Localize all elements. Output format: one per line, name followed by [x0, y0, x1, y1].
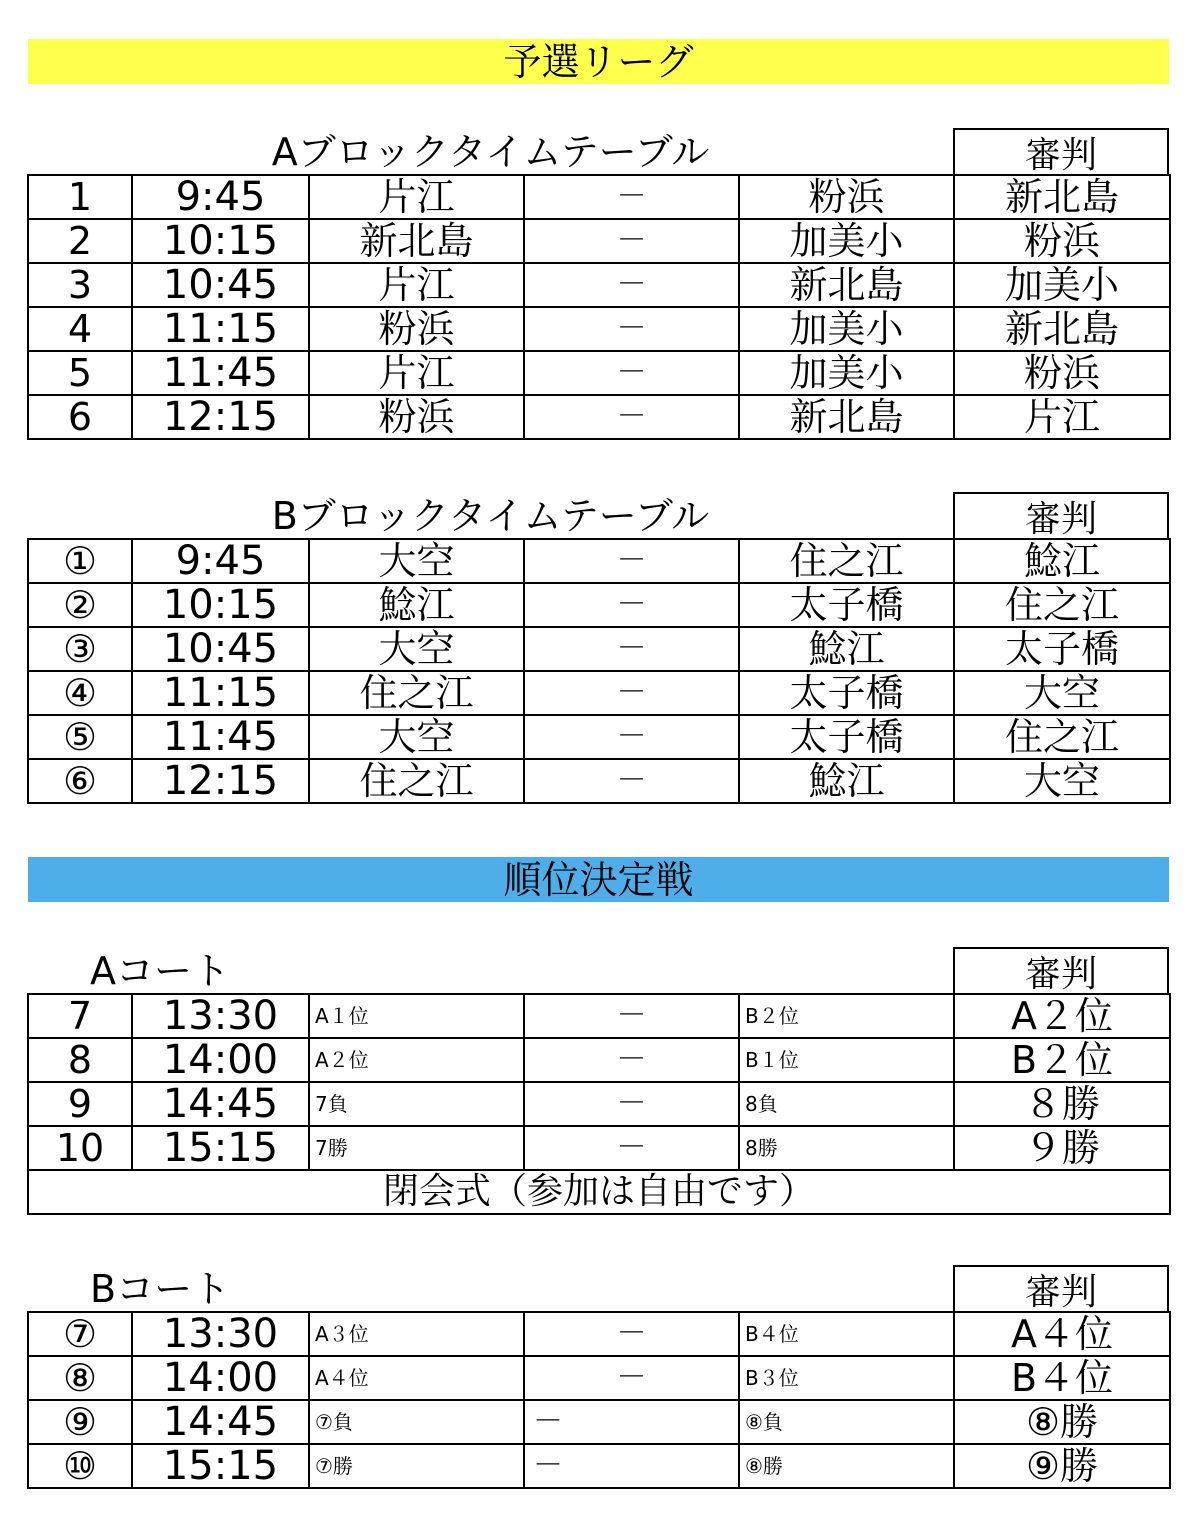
away-team: 鯰江 — [739, 759, 954, 803]
home-team: ⑦勝 — [309, 1444, 524, 1488]
home-team: 片江 — [309, 263, 524, 307]
home-team: 7勝 — [309, 1126, 524, 1170]
away-team: 新北島 — [739, 263, 954, 307]
home-team: 大空 — [309, 539, 524, 583]
match-row — [28, 1400, 1170, 1444]
home-team: 粉浜 — [309, 307, 524, 351]
away-team: 加美小 — [739, 307, 954, 351]
block-b-title: Bブロックタイムテーブル — [271, 494, 710, 538]
versus-separator: － — [524, 175, 739, 219]
match-time: 15:15 — [132, 1444, 309, 1488]
away-team: 太子橋 — [739, 583, 954, 627]
closing-ceremony-row — [28, 1170, 1170, 1214]
match-row — [28, 539, 1170, 583]
versus-separator: － — [524, 539, 739, 583]
referee: 加美小 — [954, 263, 1170, 307]
match-row — [28, 307, 1170, 351]
qualifying-league-banner — [28, 39, 1169, 84]
match-number: 10 — [28, 1126, 132, 1170]
referee: 新北島 — [954, 307, 1170, 351]
match-row — [28, 1082, 1170, 1126]
court-b-referee-header: 審判 — [953, 1265, 1169, 1311]
ranking-matches-title: 順位決定戦 — [503, 857, 694, 902]
match-number: 8 — [28, 1038, 132, 1082]
away-team: 加美小 — [739, 219, 954, 263]
referee: 新北島 — [954, 175, 1170, 219]
referee: 大空 — [954, 759, 1170, 803]
match-row — [28, 627, 1170, 671]
match-row — [28, 1444, 1170, 1488]
versus-separator: － — [524, 1400, 739, 1444]
versus-separator: － — [524, 1082, 739, 1126]
home-team: 鯰江 — [309, 583, 524, 627]
match-number: ② — [28, 583, 132, 627]
away-team: 粉浜 — [739, 175, 954, 219]
home-team: A３位 — [309, 1312, 524, 1356]
match-number: ⑨ — [28, 1400, 132, 1444]
referee: ９勝 — [954, 1126, 1170, 1170]
match-row — [28, 671, 1170, 715]
away-team: B３位 — [739, 1356, 954, 1400]
away-team: 住之江 — [739, 539, 954, 583]
match-number: 3 — [28, 263, 132, 307]
match-time: 11:45 — [132, 715, 309, 759]
match-row — [28, 263, 1170, 307]
away-team: B４位 — [739, 1312, 954, 1356]
match-number: 6 — [28, 395, 132, 439]
match-number: ⑦ — [28, 1312, 132, 1356]
match-time: 14:00 — [132, 1038, 309, 1082]
match-time: 13:30 — [132, 994, 309, 1038]
match-row — [28, 759, 1170, 803]
match-time: 15:15 — [132, 1126, 309, 1170]
match-number: ⑧ — [28, 1356, 132, 1400]
away-team: 加美小 — [739, 351, 954, 395]
referee: 大空 — [954, 671, 1170, 715]
home-team: 住之江 — [309, 759, 524, 803]
block-a-timetable — [27, 174, 1171, 440]
block-a-title: Aブロックタイムテーブル — [271, 130, 710, 174]
match-time: 14:00 — [132, 1356, 309, 1400]
match-row — [28, 1312, 1170, 1356]
referee: 住之江 — [954, 583, 1170, 627]
home-team: 7負 — [309, 1082, 524, 1126]
referee: A４位 — [954, 1312, 1170, 1356]
home-team: 大空 — [309, 627, 524, 671]
referee: ⑧勝 — [954, 1400, 1170, 1444]
match-row — [28, 583, 1170, 627]
home-team: 片江 — [309, 175, 524, 219]
match-time: 11:15 — [132, 307, 309, 351]
match-number: 4 — [28, 307, 132, 351]
away-team: 8勝 — [739, 1126, 954, 1170]
match-row — [28, 715, 1170, 759]
match-row — [28, 1356, 1170, 1400]
block-b-referee-header: 審判 — [953, 492, 1169, 538]
block-b-timetable — [27, 538, 1171, 804]
match-time: 12:15 — [132, 759, 309, 803]
block-a-referee-header: 審判 — [953, 128, 1169, 174]
match-number: ③ — [28, 627, 132, 671]
versus-separator: － — [524, 759, 739, 803]
away-team: 太子橋 — [739, 671, 954, 715]
court-a-referee-header: 審判 — [953, 947, 1169, 993]
qualifying-league-title: 予選リーグ — [503, 39, 694, 84]
home-team: ⑦負 — [309, 1400, 524, 1444]
match-number: ④ — [28, 671, 132, 715]
versus-separator: － — [524, 1312, 739, 1356]
referee: 太子橋 — [954, 627, 1170, 671]
referee: ８勝 — [954, 1082, 1170, 1126]
match-time: 14:45 — [132, 1082, 309, 1126]
match-time: 11:15 — [132, 671, 309, 715]
ranking-matches-banner — [28, 857, 1169, 902]
referee: A２位 — [954, 994, 1170, 1038]
away-team: 太子橋 — [739, 715, 954, 759]
match-time: 13:30 — [132, 1312, 309, 1356]
away-team: 鯰江 — [739, 627, 954, 671]
match-number: 5 — [28, 351, 132, 395]
versus-separator: － — [524, 1356, 739, 1400]
home-team: 住之江 — [309, 671, 524, 715]
away-team: ⑧勝 — [739, 1444, 954, 1488]
match-number: 1 — [28, 175, 132, 219]
match-time: 12:15 — [132, 395, 309, 439]
away-team: ⑧負 — [739, 1400, 954, 1444]
versus-separator: － — [524, 627, 739, 671]
court-b-title: Bコート — [90, 1267, 231, 1311]
home-team: 粉浜 — [309, 395, 524, 439]
match-time: 10:45 — [132, 627, 309, 671]
versus-separator: － — [524, 715, 739, 759]
match-time: 10:45 — [132, 263, 309, 307]
court-a-timetable — [27, 993, 1171, 1215]
match-number: ⑥ — [28, 759, 132, 803]
versus-separator: － — [524, 307, 739, 351]
versus-separator: － — [524, 994, 739, 1038]
home-team: 片江 — [309, 351, 524, 395]
home-team: A４位 — [309, 1356, 524, 1400]
referee: 鯰江 — [954, 539, 1170, 583]
match-row — [28, 351, 1170, 395]
away-team: 新北島 — [739, 395, 954, 439]
match-time: 10:15 — [132, 583, 309, 627]
referee: B２位 — [954, 1038, 1170, 1082]
away-team: B２位 — [739, 994, 954, 1038]
match-number: ⑤ — [28, 715, 132, 759]
versus-separator: － — [524, 351, 739, 395]
match-number: ⑩ — [28, 1444, 132, 1488]
referee: ⑨勝 — [954, 1444, 1170, 1488]
match-number: 7 — [28, 994, 132, 1038]
match-row — [28, 1126, 1170, 1170]
referee: 粉浜 — [954, 351, 1170, 395]
match-row — [28, 175, 1170, 219]
home-team: A１位 — [309, 994, 524, 1038]
versus-separator: － — [524, 671, 739, 715]
away-team: 8負 — [739, 1082, 954, 1126]
away-team: B１位 — [739, 1038, 954, 1082]
home-team: 新北島 — [309, 219, 524, 263]
referee: B４位 — [954, 1356, 1170, 1400]
match-row — [28, 1038, 1170, 1082]
match-time: 10:15 — [132, 219, 309, 263]
closing-ceremony: 閉会式（参加は自由です） — [28, 1170, 1170, 1214]
court-b-timetable — [27, 1311, 1171, 1489]
match-time: 9:45 — [132, 175, 309, 219]
match-row — [28, 219, 1170, 263]
match-time: 9:45 — [132, 539, 309, 583]
home-team: 大空 — [309, 715, 524, 759]
court-a-title: Aコート — [90, 949, 230, 993]
match-number: 9 — [28, 1082, 132, 1126]
match-number: 2 — [28, 219, 132, 263]
versus-separator: － — [524, 219, 739, 263]
versus-separator: － — [524, 1038, 739, 1082]
versus-separator: － — [524, 395, 739, 439]
versus-separator: － — [524, 1444, 739, 1488]
match-time: 11:45 — [132, 351, 309, 395]
match-row — [28, 395, 1170, 439]
referee: 粉浜 — [954, 219, 1170, 263]
versus-separator: － — [524, 583, 739, 627]
versus-separator: － — [524, 1126, 739, 1170]
referee: 住之江 — [954, 715, 1170, 759]
home-team: A２位 — [309, 1038, 524, 1082]
match-row — [28, 994, 1170, 1038]
versus-separator: － — [524, 263, 739, 307]
match-number: ① — [28, 539, 132, 583]
referee: 片江 — [954, 395, 1170, 439]
match-time: 14:45 — [132, 1400, 309, 1444]
